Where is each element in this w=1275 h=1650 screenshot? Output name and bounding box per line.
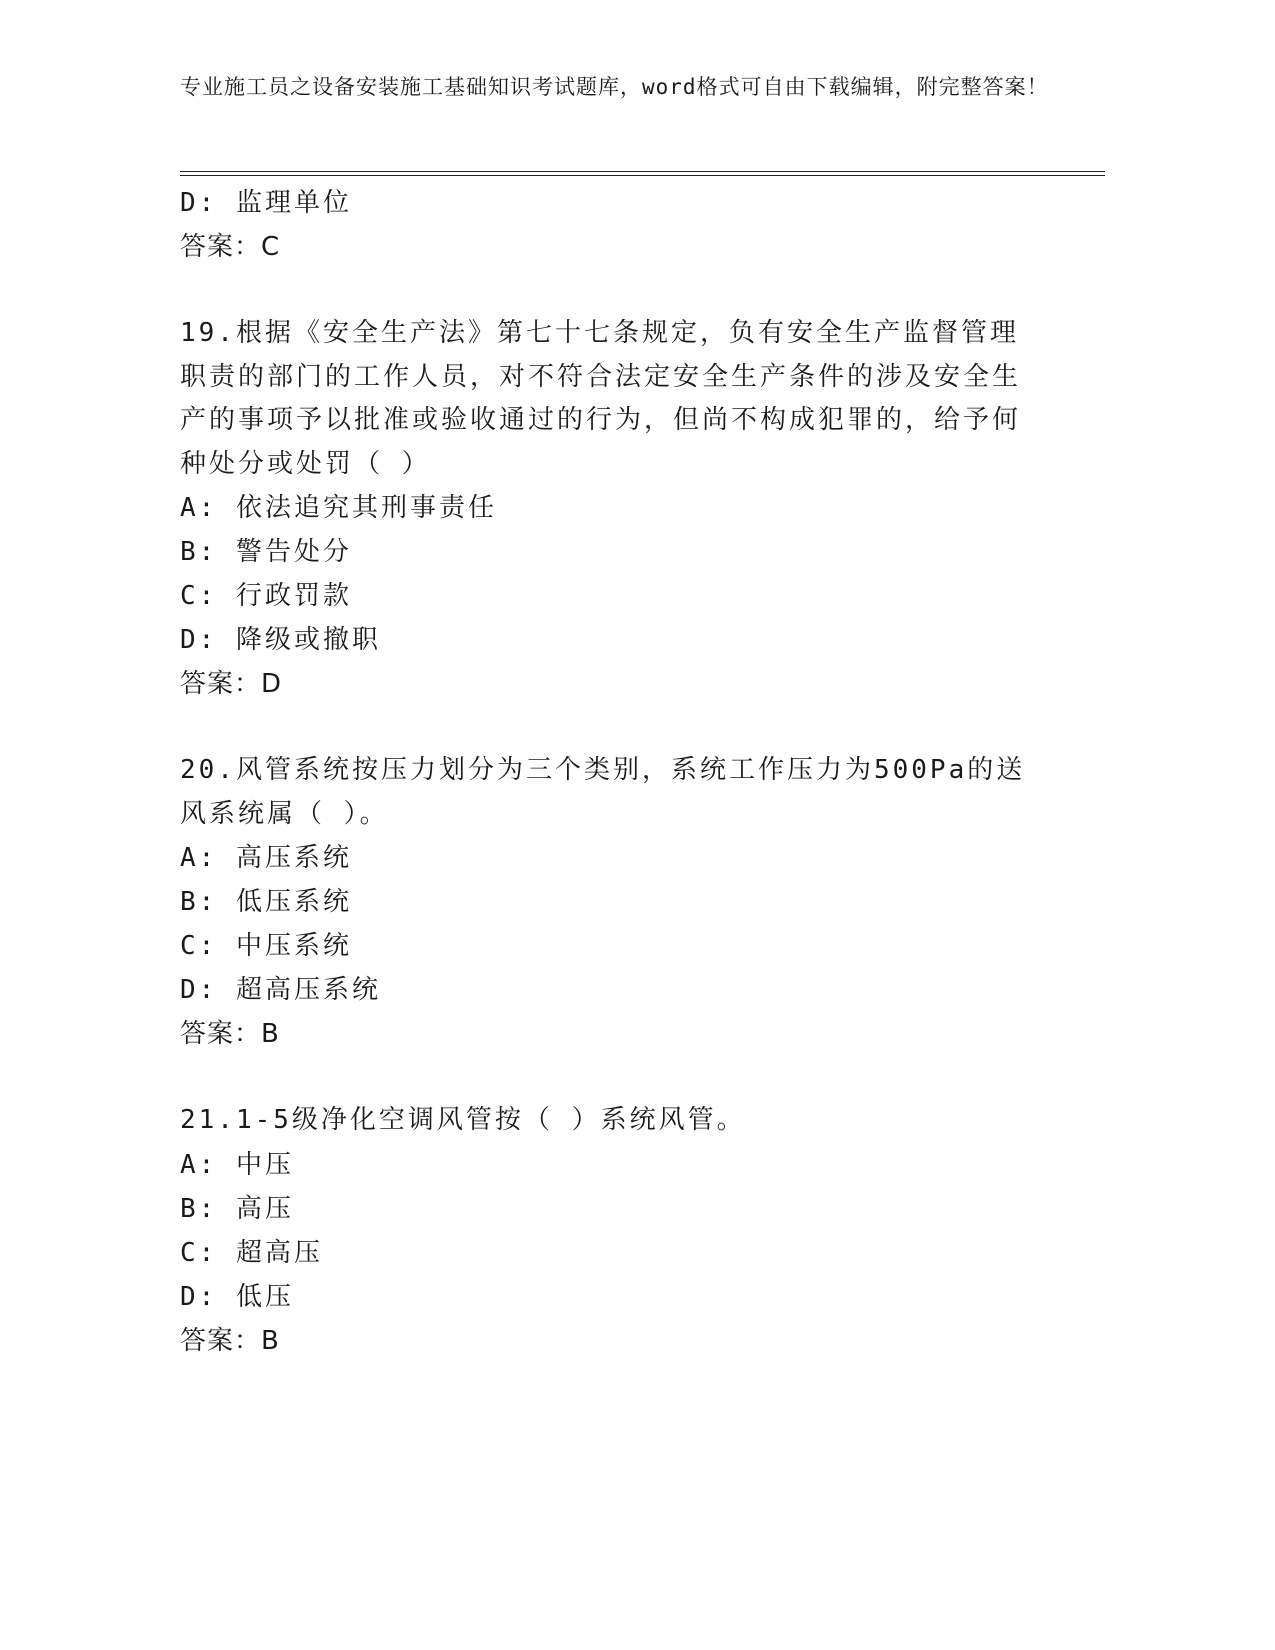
option-d: D: 低压	[180, 1281, 294, 1312]
option-a: A: 依法追究其刑事责任	[180, 493, 497, 523]
question-stem: 20.风管系统按压力划分为三个类别，系统工作压力为500Pa的送风系统属（ ）。	[180, 755, 1026, 829]
answer-label: 答案：B	[180, 1325, 280, 1356]
option-c: C: 中压系统	[180, 931, 352, 961]
question-stem: 19.根据《安全生产法》第七十七条规定，负有安全生产监督管理职责的部门的工作人员，对不符合法定安全生产条件的涉及安全生产的事项予以批准或验收通过的行为，但尚不构成犯罪的，给予何种处分或处罚（ ）	[180, 318, 1022, 479]
answer-label: 答案：C	[180, 232, 281, 262]
option-d: D: 超高压系统	[180, 975, 381, 1005]
option-c: C: 超高压	[180, 1237, 323, 1268]
answer-label: 答案：D	[180, 669, 283, 699]
option-d: D: 降级或撤职	[180, 625, 381, 655]
option-c: C: 行政罚款	[180, 581, 352, 611]
option-b: B: 高压	[180, 1193, 294, 1224]
option-a: A: 中压	[180, 1149, 294, 1180]
question-stem: 21.1-5级净化空调风管按（ ）系统风管。	[180, 1105, 746, 1135]
option-b: B: 警告处分	[180, 537, 352, 567]
option-b: B: 低压系统	[180, 887, 352, 917]
answer-label: 答案：B	[180, 1019, 280, 1049]
header-divider-top	[180, 171, 1105, 172]
option-d: D: 监理单位	[180, 188, 352, 218]
document-header: 专业施工员之设备安装施工基础知识考试题库，word格式可自由下载编辑，附完整答案！	[180, 75, 1049, 99]
header-divider-bottom	[180, 175, 1105, 176]
option-a: A: 高压系统	[180, 843, 352, 873]
question-content	[180, 181, 1105, 1363]
